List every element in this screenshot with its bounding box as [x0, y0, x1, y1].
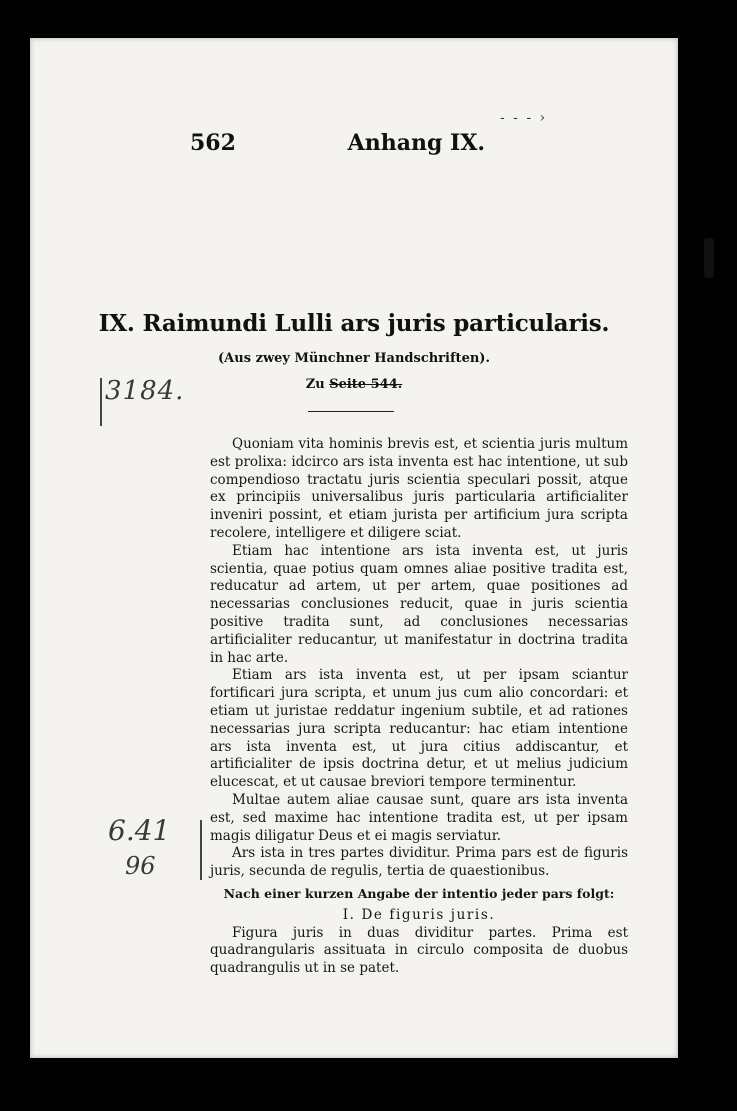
document-title: IX. Raimundi Lulli ars juris particularis.: [98, 310, 610, 337]
paragraph: Ars ista in tres partes dividitur. Prima pars est de figuris juris, secunda de regulis, tertia de quaestionibus.: [210, 845, 628, 880]
page-tab: [704, 238, 714, 278]
title-rule: [308, 411, 394, 412]
document-page: [30, 38, 678, 1058]
editor-note: Nach einer kurzen Angabe der intentio jeder pars folgt:: [223, 885, 615, 901]
page-number: 562: [190, 130, 236, 156]
paragraph: Etiam hac intentione ars ista inventa est, ut juris scientia, quae potius quam omnes aliae positive tradita est, reducatur ad artem, ut per artem, quae positiones ad necessarias conclusiones reducit, quae in juris scientia positive tradita sunt, ad conclusiones necessarias artificialiter reducantur, ut manifestatur in doctrina tradita in hac arte.: [210, 542, 628, 666]
bleed-through-text: [330, 178, 338, 226]
paragraph: Figura juris in duas dividitur partes. Prima est quadrangularis assituata in circulo composita de duobus quadrangulis ut in se patet.: [210, 924, 628, 977]
running-header: [190, 130, 485, 156]
paragraph: Quoniam vita hominis brevis est, et scientia juris multum est prolixa: idcirco ars ista inventa est hac intentione, ut sub compendioso tractatu juris scientia speculari possit, atque ex principiis universalibus juris particularia artificialiter inveniri possint, et etiam jurista per artificium jura scripta recolere, intelligere et diligere sciat.: [210, 436, 628, 541]
paragraph: Multae autem aliae causae sunt, quare ars ista inventa est, sed maxime hac intentione tradita est, ut per ipsam magis diligatur Deus et ei magis serviatur.: [210, 791, 628, 844]
reference-struck: Seite 544.: [329, 377, 403, 392]
handwritten-pencil-note-2: 96: [125, 852, 156, 880]
running-head: Anhang IX.: [347, 130, 486, 156]
margin-bracket: [200, 820, 202, 880]
handwritten-pencil-note: 6.41: [108, 814, 171, 847]
document-subtitle: (Aus zwey Münchner Handschriften).: [218, 351, 490, 366]
handwritten-shelfmark: 3184.: [105, 376, 185, 406]
section-heading: I. De figuris juris.: [342, 906, 496, 923]
paragraph: Etiam ars ista inventa est, ut per ipsam sciantur fortificari jura scripta, et unum jus cum alio concordari: et etiam ut juristae reddatur ingenium subtile, et ad rationes necessarias jura scripta reducantur: hac etiam intentione ars ista inventa est, ut jura citius addiscantur, et artificialiter de ipsis doctrina detur, et ut melius judicium elucescat, et ut causae breviori tempore terminentur.: [210, 667, 628, 791]
ink-mark: - - ‑ ›: [500, 110, 548, 126]
reference-prefix: Zu: [305, 377, 325, 392]
margin-mark: [100, 378, 102, 426]
body-text: [210, 436, 628, 978]
